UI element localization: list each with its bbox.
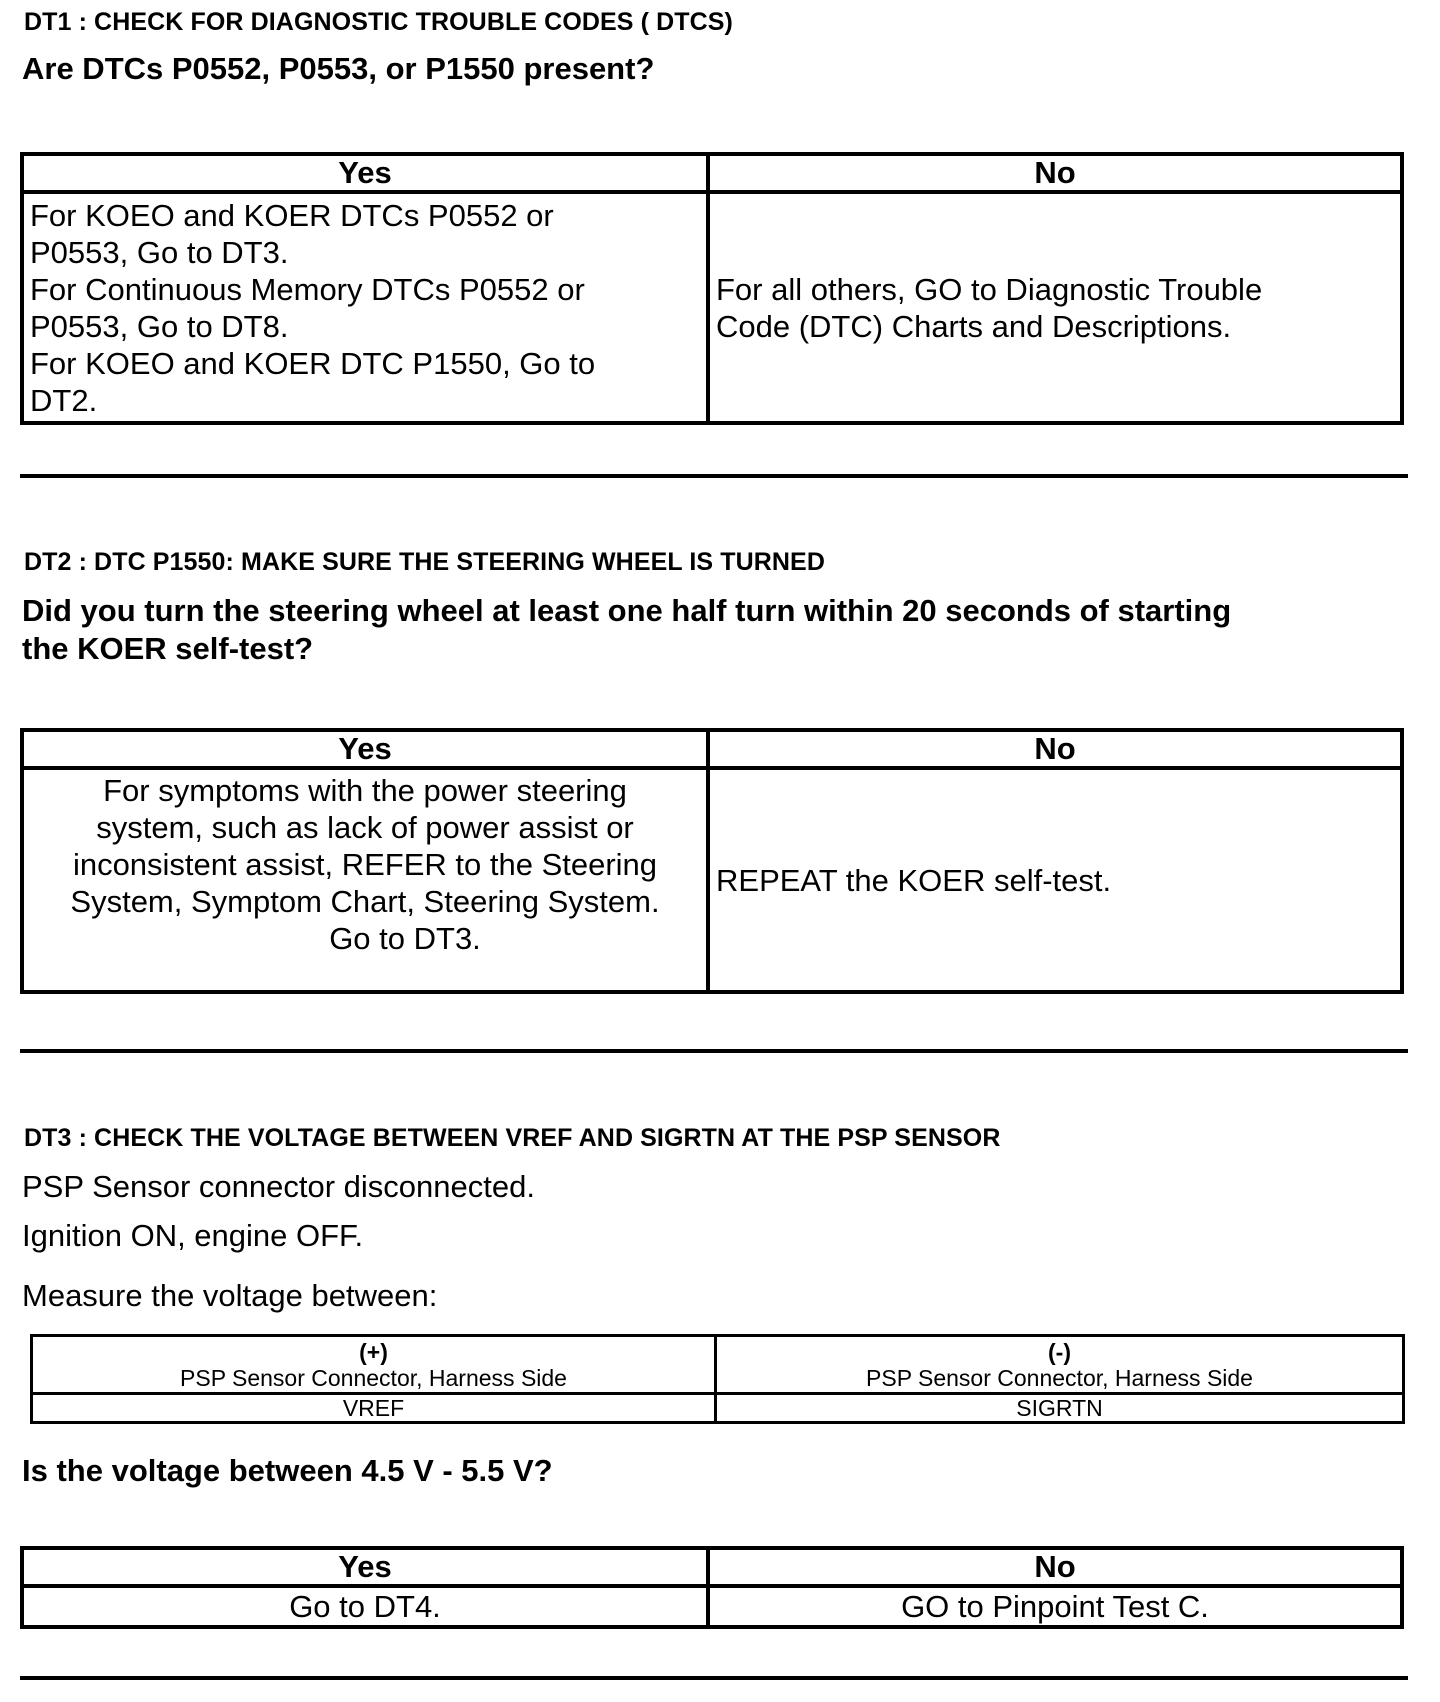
negative-lead-cell [716, 1336, 1404, 1394]
dt2-no-header: No [708, 730, 1402, 768]
dt2-yes-line: system, such as lack of power assist or [96, 810, 634, 845]
dt1-title: DT1 : CHECK FOR DIAGNOSTIC TROUBLE CODES ( DTCS) [24, 8, 733, 36]
dt3-measure-instruction: Measure the voltage between: [22, 1278, 438, 1313]
positive-connector-label: PSP Sensor Connector, Harness Side [180, 1364, 567, 1391]
dt2-yes-line: inconsistent assist, REFER to the Steering [72, 847, 658, 882]
dt2-yes-line: Go to DT3. [329, 921, 481, 956]
positive-sign: (+) [359, 1338, 388, 1365]
dt1-no-header: No [708, 154, 1402, 192]
positive-lead-cell [32, 1336, 716, 1394]
dt2-yes-cell [22, 768, 708, 992]
dt1-no-line: Code (DTC) Charts and Descriptions. [716, 308, 1232, 344]
dt1-no-cell [708, 192, 1402, 423]
dt3-no-header: No [708, 1548, 1402, 1586]
dt1-yes-header: Yes [22, 154, 708, 192]
negative-pin: SIGRTN [716, 1394, 1404, 1423]
dt2-question-line: Did you turn the steering wheel at least one half turn within 20 seconds of starting [22, 593, 1232, 628]
dt2-yes-line: System, Symptom Chart, Steering System. [70, 884, 660, 919]
dt3-condition-ignition: Ignition ON, engine OFF. [22, 1218, 364, 1253]
dt3-measure-table [30, 1334, 1405, 1424]
dt1-yes-line: DT2. [30, 382, 98, 418]
positive-pin: VREF [32, 1394, 716, 1423]
dt1-result-table [20, 152, 1404, 425]
dt1-no-line: For all others, GO to Diagnostic Trouble [716, 271, 1263, 307]
section-divider [20, 474, 1408, 478]
negative-connector-label: PSP Sensor Connector, Harness Side [866, 1364, 1253, 1391]
dt1-question: Are DTCs P0552, P0553, or P1550 present? [22, 51, 655, 86]
dt2-yes-line: For symptoms with the power steering [103, 773, 627, 808]
dt3-condition-connector: PSP Sensor connector disconnected. [22, 1169, 535, 1204]
dt1-yes-cell [22, 192, 708, 423]
dt2-title: DT2 : DTC P1550: MAKE SURE THE STEERING WHEEL IS TURNED [24, 548, 825, 576]
dt1-yes-line: For Continuous Memory DTCs P0552 or [30, 271, 585, 307]
section-divider [20, 1676, 1408, 1680]
dt2-yes-header: Yes [22, 730, 708, 768]
negative-sign: (-) [1048, 1338, 1071, 1365]
dt1-yes-line: For KOEO and KOER DTCs P0552 or [30, 197, 554, 233]
dt2-no-cell: REPEAT the KOER self-test. [708, 768, 1402, 992]
dt2-question-line: the KOER self-test? [22, 631, 314, 666]
dt1-yes-line: P0553, Go to DT8. [30, 308, 289, 344]
dt3-question: Is the voltage between 4.5 V - 5.5 V? [22, 1453, 553, 1488]
dt3-yes-header: Yes [22, 1548, 708, 1586]
dt3-result-table [20, 1546, 1404, 1629]
dt2-question [22, 592, 1231, 668]
dt3-no-cell: GO to Pinpoint Test C. [708, 1586, 1402, 1627]
dt1-yes-line: For KOEO and KOER DTC P1550, Go to [30, 345, 596, 381]
dt3-title: DT3 : CHECK THE VOLTAGE BETWEEN VREF AND SIGRTN AT THE PSP SENSOR [24, 1124, 1001, 1152]
dt3-yes-cell: Go to DT4. [22, 1586, 708, 1627]
dt2-result-table [20, 728, 1404, 994]
section-divider [20, 1049, 1408, 1053]
dt1-yes-line: P0553, Go to DT3. [30, 234, 289, 270]
